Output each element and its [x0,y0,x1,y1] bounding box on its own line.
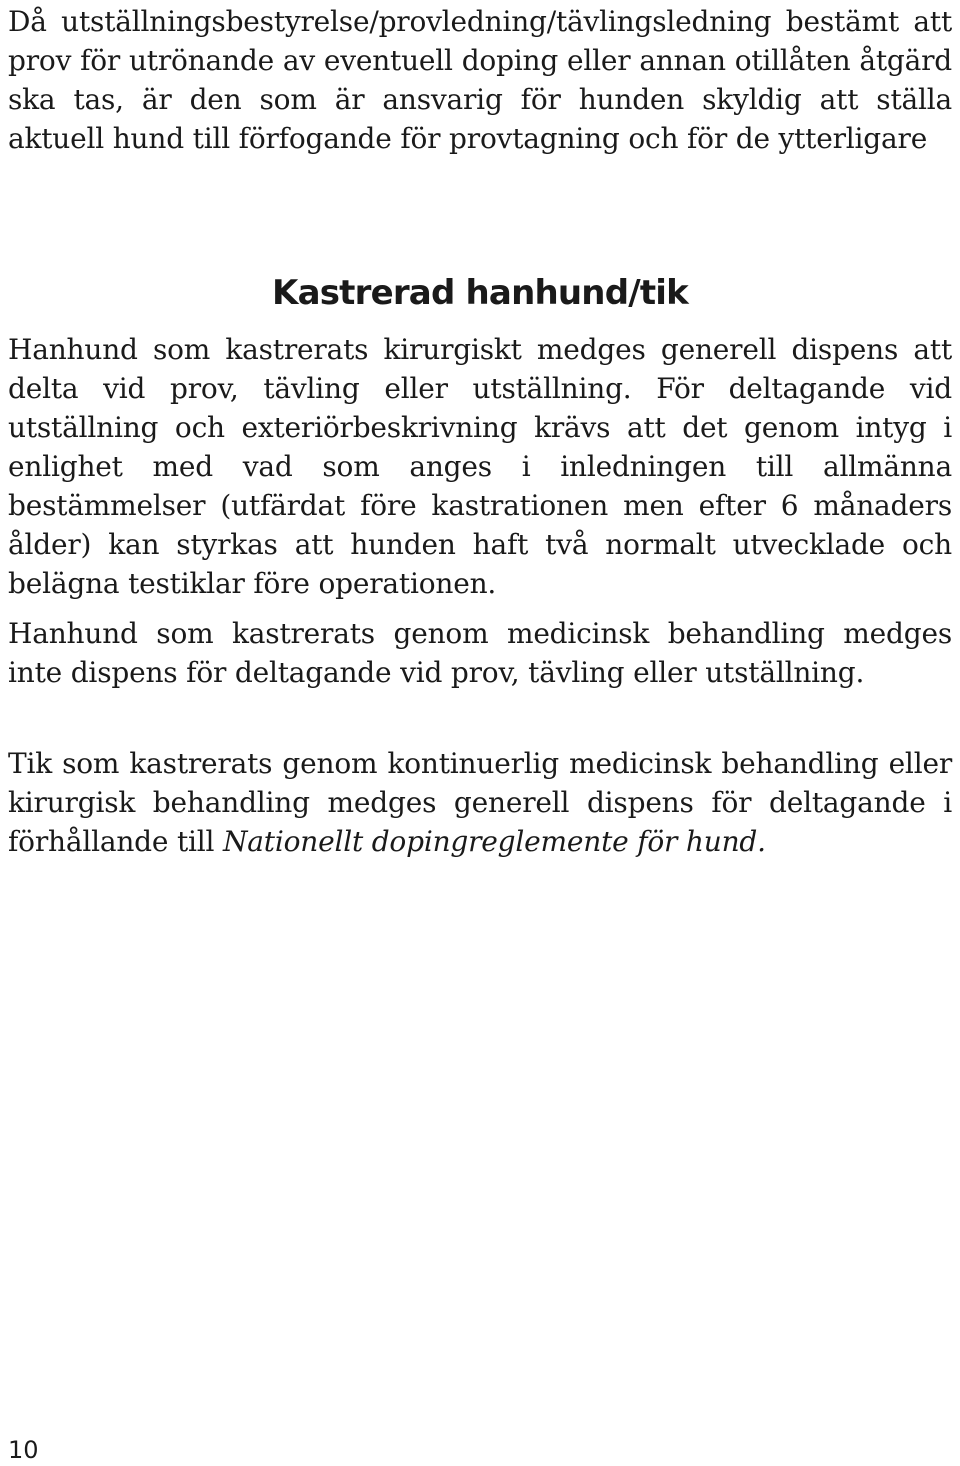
tik-paragraph [8,744,952,861]
regulation-reference: Nationellt dopingreglemente för hund. [222,825,766,858]
intro-paragraph: Då utställningsbestyrelse/provledning/tävlingsledning bestämt att prov för utrönande av eventuell doping eller annan otillåten åtgärd ska tas, är den som är ansvarig för hunden skyldig att ställa aktuell hund till förfogande för provtagning och för de ytterligare [8,5,952,155]
section-heading: Kastrerad hanhund/tik [272,273,688,313]
hanhund-medical-paragraph: Hanhund som kastrerats genom medicinsk behandling medges inte dispens för deltagande vid prov, tävling eller utställning. [8,617,952,689]
hanhund-surgical-paragraph: Hanhund som kastrerats kirurgiskt medges generell dispens att delta vid prov, tävling eller utställning. För deltagande vid utställning och exteriörbeskrivning krävs att det genom intyg i enlighet med vad som anges i inledningen till allmänna bestämmelser (utfärdat före kastrationen men efter 6 månaders ålder) kan styrkas att hunden haft två normalt utvecklade och belägna testiklar före operationen. [8,333,952,600]
tik-paragraph-text: Tik som kastrerats genom kontinuerlig medicinsk behandling eller kirurgisk behandling medges generell dispens för deltagande i förhållande till [8,747,952,858]
page-number: 10 [8,1436,39,1464]
